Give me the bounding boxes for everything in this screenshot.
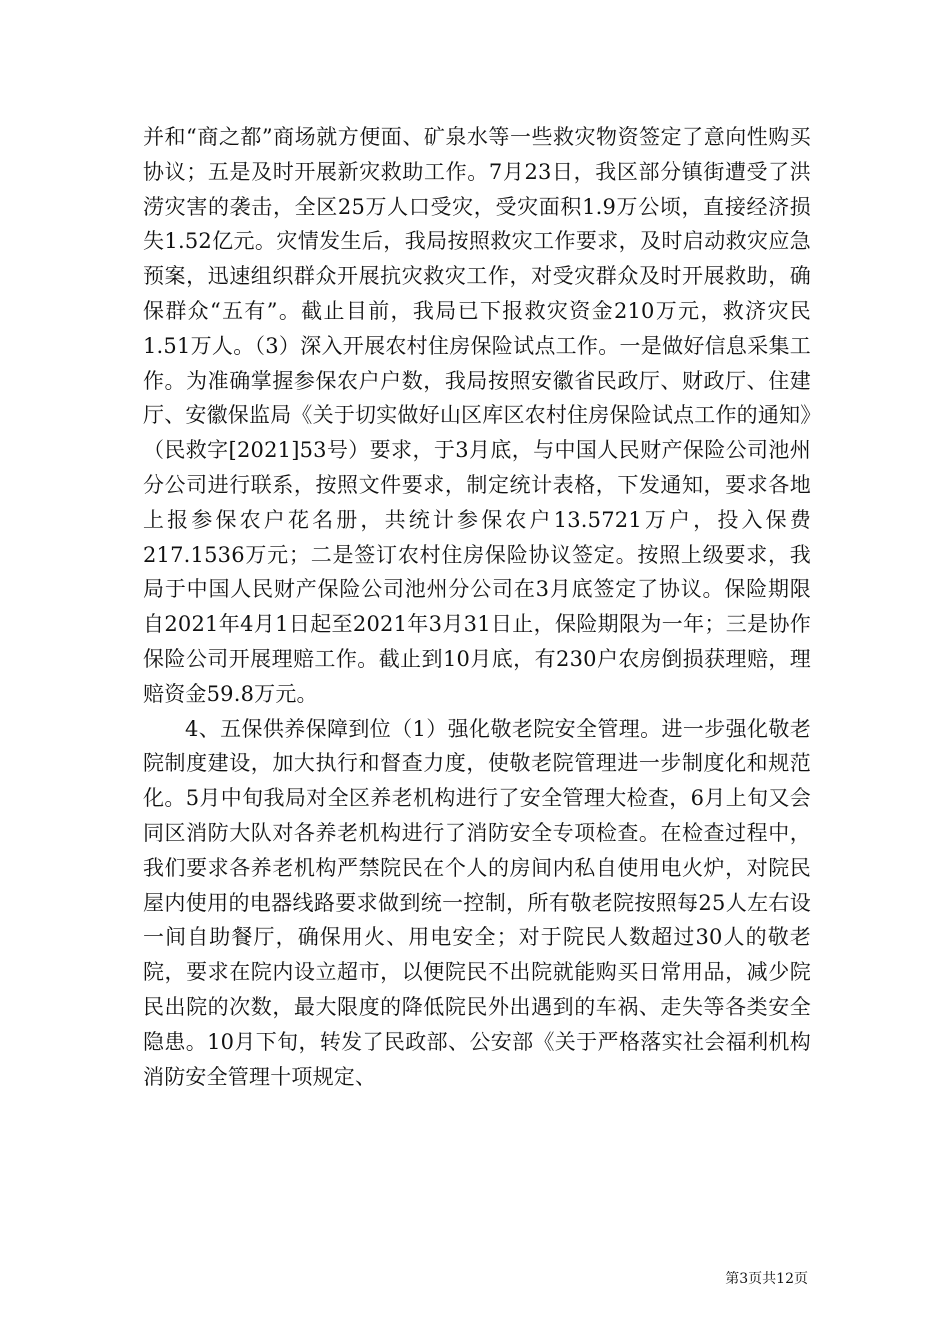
document-body (143, 120, 811, 1094)
paragraph-disaster-relief-and-housing-insurance: 并和“商之都”商场就方便面、矿泉水等一些救灾物资签定了意向性购买协议；五是及时开展新灾救助工作。7月23日，我区部分镇街遭受了洪涝灾害的袭击，全区25万人口受灾，受灾面积1.9万公顷，直接经济损失1.52亿元。灾情发生后，我局按照救灾工作要求，及时启动救灾应急预案，迅速组织群众开展抗灾救灾工作，对受灾群众及时开展救助，确保群众“五有”。截止目前，我局已下报救灾资金210万元，救济灾民1.51万人。（3）深入开展农村住房保险试点工作。一是做好信息采集工作。为准确掌握参保农户户数，我局按照安徽省民政厅、财政厅、住建厅、安徽保监局《关于切实做好山区库区农村住房保险试点工作的通知》（民救字[2021]53号）要求，于3月底，与中国人民财产保险公司池州分公司进行联系，按照文件要求，制定统计表格，下发通知，要求各地上报参保农户花名册，共统计参保农户13.5721万户，投入保费217.1536万元；二是签订农村住房保险协议签定。按照上级要求，我局于中国人民财产保险公司池州分公司在3月底签定了协议。保险期限自2021年4月1日起至2021年3月31日止，保险期限为一年；三是协作保险公司开展理赔工作。截止到10月底，有230户农房倒损获理赔，理赔资金59.8万元。 (143, 125, 811, 706)
page-number: 第3页共12页 (725, 1271, 808, 1287)
paragraph-five-guarantees-support: 4、五保供养保障到位（1）强化敬老院安全管理。进一步强化敬老院制度建设，加大执行和督查力度，使敬老院管理进一步制度化和规范化。5月中旬我局对全区养老机构进行了安全管理大检查，6月上旬又会同区消防大队对各养老机构进行了消防安全专项检查。在检查过程中，我们要求各养老机构严禁院民在个人的房间内私自使用电火炉，对院民屋内使用的电器线路要求做到统一控制，所有敬老院按照每25人左右设一间自助餐厅，确保用火、用电安全；对于院民人数超过30人的敬老院，要求在院内设立超市，以便院民不出院就能购买日常用品，减少院民出院的次数，最大限度的降低院民外出遇到的车祸、走失等各类安全隐患。10月下旬，转发了民政部、公安部《关于严格落实社会福利机构消防安全管理十项规定、 (143, 716, 811, 1089)
